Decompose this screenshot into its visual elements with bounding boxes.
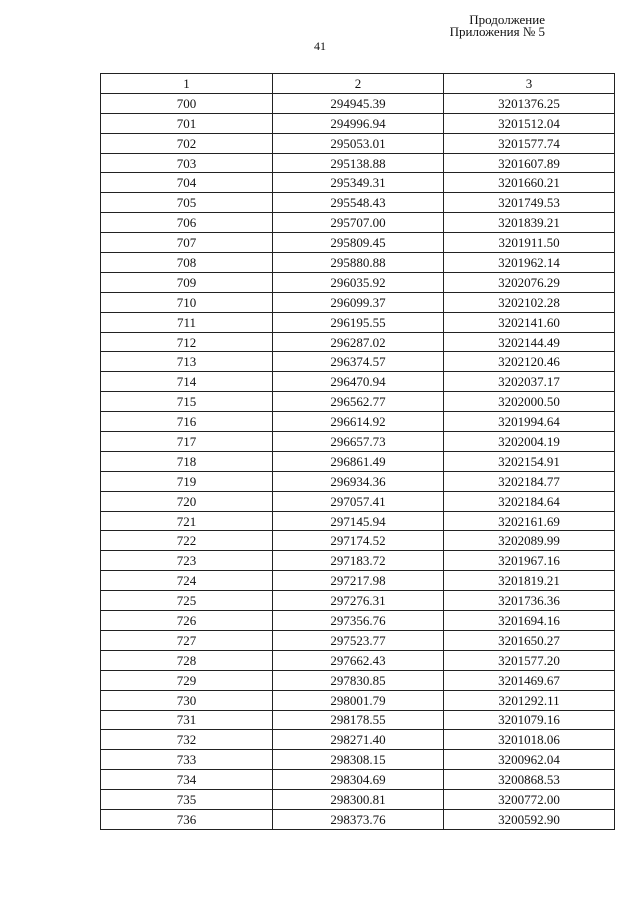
- x-coordinate-cell: 297057.41: [273, 491, 444, 511]
- y-coordinate-cell: 3202184.64: [444, 491, 615, 511]
- y-coordinate-cell: 3201749.53: [444, 193, 615, 213]
- table-row: [101, 531, 615, 551]
- x-coordinate-cell: 295053.01: [273, 133, 444, 153]
- table-row: [101, 233, 615, 253]
- x-coordinate-cell: 296099.37: [273, 292, 444, 312]
- point-number-cell: 713: [101, 352, 273, 372]
- y-coordinate-cell: 3201079.16: [444, 710, 615, 730]
- point-number-cell: 720: [101, 491, 273, 511]
- page-number: 41: [314, 39, 326, 53]
- y-coordinate-cell: 3201376.25: [444, 93, 615, 113]
- x-coordinate-cell: 295548.43: [273, 193, 444, 213]
- x-coordinate-cell: 294996.94: [273, 113, 444, 133]
- y-coordinate-cell: 3202120.46: [444, 352, 615, 372]
- point-number-cell: 724: [101, 571, 273, 591]
- y-coordinate-cell: 3201694.16: [444, 611, 615, 631]
- x-coordinate-cell: 297662.43: [273, 650, 444, 670]
- table-row: [101, 491, 615, 511]
- y-coordinate-cell: 3202184.77: [444, 471, 615, 491]
- table-row: [101, 372, 615, 392]
- x-coordinate-cell: 296614.92: [273, 412, 444, 432]
- point-number-cell: 729: [101, 670, 273, 690]
- x-coordinate-cell: 298001.79: [273, 690, 444, 710]
- y-coordinate-cell: 3201577.20: [444, 650, 615, 670]
- x-coordinate-cell: 296934.36: [273, 471, 444, 491]
- y-coordinate-cell: 3200772.00: [444, 790, 615, 810]
- y-coordinate-cell: 3201994.64: [444, 412, 615, 432]
- table-row: [101, 332, 615, 352]
- table-row: [101, 611, 615, 631]
- x-coordinate-cell: 296374.57: [273, 352, 444, 372]
- table-row: [101, 173, 615, 193]
- y-coordinate-cell: 3201911.50: [444, 233, 615, 253]
- y-coordinate-cell: 3201607.89: [444, 153, 615, 173]
- x-coordinate-cell: 297523.77: [273, 630, 444, 650]
- y-coordinate-cell: 3202037.17: [444, 372, 615, 392]
- x-coordinate-cell: 297183.72: [273, 551, 444, 571]
- table-body: [101, 93, 615, 829]
- x-coordinate-cell: 295138.88: [273, 153, 444, 173]
- y-coordinate-cell: 3200592.90: [444, 809, 615, 829]
- y-coordinate-cell: 3202161.69: [444, 511, 615, 531]
- point-number-cell: 709: [101, 272, 273, 292]
- table-row: [101, 312, 615, 332]
- table-row: [101, 551, 615, 571]
- table-row: [101, 809, 615, 829]
- x-coordinate-cell: 296035.92: [273, 272, 444, 292]
- table-row: [101, 193, 615, 213]
- table-row: [101, 412, 615, 432]
- column-header-2: 2: [273, 74, 444, 94]
- table-row: [101, 451, 615, 471]
- table-header-row: [101, 74, 615, 94]
- table-row: [101, 710, 615, 730]
- x-coordinate-cell: 298300.81: [273, 790, 444, 810]
- y-coordinate-cell: 3201018.06: [444, 730, 615, 750]
- table-row: [101, 670, 615, 690]
- table-row: [101, 770, 615, 790]
- point-number-cell: 703: [101, 153, 273, 173]
- y-coordinate-cell: 3201736.36: [444, 591, 615, 611]
- point-number-cell: 705: [101, 193, 273, 213]
- y-coordinate-cell: 3202076.29: [444, 272, 615, 292]
- table-row: [101, 511, 615, 531]
- point-number-cell: 708: [101, 253, 273, 273]
- header-line-appendix: Приложения № 5: [449, 24, 545, 39]
- y-coordinate-cell: 3201292.11: [444, 690, 615, 710]
- table-row: [101, 432, 615, 452]
- x-coordinate-cell: 294945.39: [273, 93, 444, 113]
- table-row: [101, 213, 615, 233]
- point-number-cell: 702: [101, 133, 273, 153]
- y-coordinate-cell: 3202000.50: [444, 392, 615, 412]
- x-coordinate-cell: 296562.77: [273, 392, 444, 412]
- y-coordinate-cell: 3201577.74: [444, 133, 615, 153]
- x-coordinate-cell: 297217.98: [273, 571, 444, 591]
- column-header-1: 1: [101, 74, 273, 94]
- table-row: [101, 571, 615, 591]
- point-number-cell: 711: [101, 312, 273, 332]
- y-coordinate-cell: 3201650.27: [444, 630, 615, 650]
- x-coordinate-cell: 295809.45: [273, 233, 444, 253]
- y-coordinate-cell: 3201839.21: [444, 213, 615, 233]
- y-coordinate-cell: 3201962.14: [444, 253, 615, 273]
- header-line-continuation: Продолжение: [469, 12, 545, 27]
- x-coordinate-cell: 297276.31: [273, 591, 444, 611]
- x-coordinate-cell: 297830.85: [273, 670, 444, 690]
- point-number-cell: 726: [101, 611, 273, 631]
- x-coordinate-cell: 297356.76: [273, 611, 444, 631]
- x-coordinate-cell: 298308.15: [273, 750, 444, 770]
- x-coordinate-cell: 296287.02: [273, 332, 444, 352]
- y-coordinate-cell: 3201660.21: [444, 173, 615, 193]
- x-coordinate-cell: 296861.49: [273, 451, 444, 471]
- table-row: [101, 153, 615, 173]
- table-row: [101, 650, 615, 670]
- y-coordinate-cell: 3202144.49: [444, 332, 615, 352]
- point-number-cell: 721: [101, 511, 273, 531]
- table-row: [101, 253, 615, 273]
- point-number-cell: 718: [101, 451, 273, 471]
- point-number-cell: 704: [101, 173, 273, 193]
- y-coordinate-cell: 3202004.19: [444, 432, 615, 452]
- table-header: [101, 74, 615, 94]
- y-coordinate-cell: 3202141.60: [444, 312, 615, 332]
- point-number-cell: 728: [101, 650, 273, 670]
- point-number-cell: 735: [101, 790, 273, 810]
- point-number-cell: 734: [101, 770, 273, 790]
- point-number-cell: 730: [101, 690, 273, 710]
- point-number-cell: 700: [101, 93, 273, 113]
- y-coordinate-cell: 3201469.67: [444, 670, 615, 690]
- y-coordinate-cell: 3202102.28: [444, 292, 615, 312]
- point-number-cell: 706: [101, 213, 273, 233]
- x-coordinate-cell: 298271.40: [273, 730, 444, 750]
- table-row: [101, 690, 615, 710]
- point-number-cell: 717: [101, 432, 273, 452]
- point-number-cell: 707: [101, 233, 273, 253]
- x-coordinate-cell: 296470.94: [273, 372, 444, 392]
- table-row: [101, 630, 615, 650]
- column-header-3: 3: [444, 74, 615, 94]
- table-row: [101, 790, 615, 810]
- table-row: [101, 93, 615, 113]
- x-coordinate-cell: 298178.55: [273, 710, 444, 730]
- y-coordinate-cell: 3201819.21: [444, 571, 615, 591]
- table-row: [101, 730, 615, 750]
- point-number-cell: 732: [101, 730, 273, 750]
- x-coordinate-cell: 295707.00: [273, 213, 444, 233]
- point-number-cell: 714: [101, 372, 273, 392]
- table-row: [101, 392, 615, 412]
- x-coordinate-cell: 296657.73: [273, 432, 444, 452]
- point-number-cell: 710: [101, 292, 273, 312]
- y-coordinate-cell: 3200868.53: [444, 770, 615, 790]
- x-coordinate-cell: 296195.55: [273, 312, 444, 332]
- table-row: [101, 113, 615, 133]
- x-coordinate-cell: 298373.76: [273, 809, 444, 829]
- table-row: [101, 750, 615, 770]
- appendix-continuation-header: [450, 14, 545, 38]
- point-number-cell: 719: [101, 471, 273, 491]
- point-number-cell: 731: [101, 710, 273, 730]
- x-coordinate-cell: 298304.69: [273, 770, 444, 790]
- point-number-cell: 727: [101, 630, 273, 650]
- y-coordinate-cell: 3202154.91: [444, 451, 615, 471]
- y-coordinate-cell: 3202089.99: [444, 531, 615, 551]
- point-number-cell: 712: [101, 332, 273, 352]
- table-row: [101, 471, 615, 491]
- x-coordinate-cell: 295349.31: [273, 173, 444, 193]
- y-coordinate-cell: 3200962.04: [444, 750, 615, 770]
- point-number-cell: 715: [101, 392, 273, 412]
- y-coordinate-cell: 3201967.16: [444, 551, 615, 571]
- table-row: [101, 133, 615, 153]
- coordinates-table: [100, 73, 615, 830]
- x-coordinate-cell: 297174.52: [273, 531, 444, 551]
- table-row: [101, 272, 615, 292]
- x-coordinate-cell: 297145.94: [273, 511, 444, 531]
- point-number-cell: 716: [101, 412, 273, 432]
- y-coordinate-cell: 3201512.04: [444, 113, 615, 133]
- point-number-cell: 723: [101, 551, 273, 571]
- point-number-cell: 701: [101, 113, 273, 133]
- table-row: [101, 591, 615, 611]
- x-coordinate-cell: 295880.88: [273, 253, 444, 273]
- table-row: [101, 352, 615, 372]
- point-number-cell: 725: [101, 591, 273, 611]
- point-number-cell: 733: [101, 750, 273, 770]
- point-number-cell: 722: [101, 531, 273, 551]
- point-number-cell: 736: [101, 809, 273, 829]
- table-row: [101, 292, 615, 312]
